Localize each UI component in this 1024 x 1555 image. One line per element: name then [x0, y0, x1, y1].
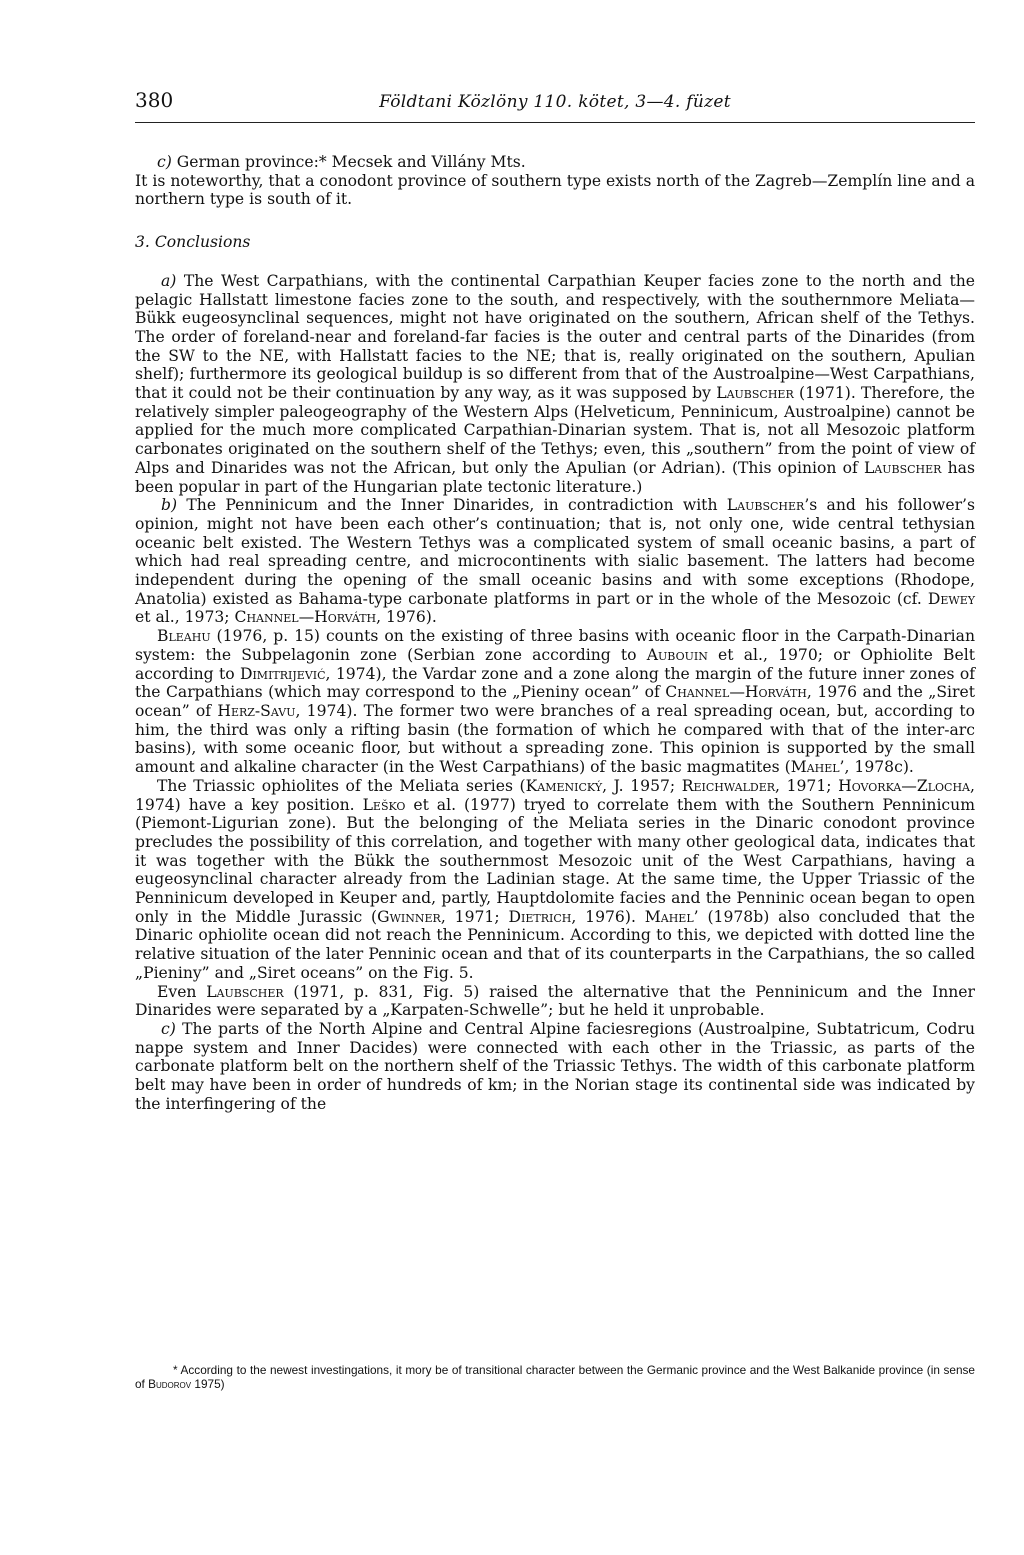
triassic-paragraph: The Triassic ophiolites of the Meliata series (Kamenický, J. 1957; Reichwalder, 1971; Hovorka—Zlocha, 1974) have a key position. Leško et al. (1977) tryed to correlate them with the Southern Penninicum (Piemont-Ligurian zone). But the belonging of the Meliata series in the Dinaric conodont province precludes the possibility of this correlation, and together with many other geological data, indicates that it was together with the Bükk the southernmost Mesozoic unit of the West Carpathians, having a eugeosynclinal character already from the Ladinian stage. At the same time, the Upper Triassic of the Penninicum developed in Keuper and, partly, Hauptdolomite facies and the Penninic ocean began to open only in the Middle Jurassic (Gwinner, 1971; Dietrich, 1976). Mahel’ (1978b) also concluded that the Dinaric ophiolite ocean did not reach the Penninicum. According to this, we depicted with dotted line the relative situation of the later Penninic ocean and that of its counterparts in the Carpathians, the so called „Pieniny” and „Siret oceans” on the Fig. 5. [135, 776, 975, 982]
noteworthy-paragraph: It is noteworthy, that a conodont province of southern type exists north of the Zagreb—Zemplín line and a northern type is south of it. [135, 171, 976, 209]
item-c-german-province: c) German province:* Mecsek and Villány Mts. [157, 153, 526, 171]
running-header [135, 88, 975, 123]
page-number: 380 [135, 88, 174, 112]
bleahu-paragraph: Bleahu (1976, p. 15) counts on the existing of three basins with oceanic floor in the Carpath-Dinarian system: the Subpelagonin zone (Serbian zone according to Aubouin et al., 1970; or Ophiolite Belt according to Dimitrijević, 1974), the Vardar zone and a zone along the margin of the future inner zones of the Carpathians (which may correspond to the „Pieniny ocean” of Channel—Horváth, 1976 and the „Siret ocean” of Herz-Savu, 1974). The former two were branches of a real spreading ocean, but, according to him, the third was only a rifting basin (the formation of which he compared with that of the inter-arc basins), with some oceanic floor, but without a spreading zone. This opinion is supported by the small amount and alkaline character (in the West Carpathians) of the basic magmatites (Mahel’, 1978c). [135, 627, 975, 777]
even-paragraph: Even Laubscher (1971, p. 831, Fig. 5) raised the alternative that the Penninicum and the Inner Dinarides were separated by a „Karpaten-Schwelle”; but he held it unprobable. [135, 982, 975, 1020]
conclusion-b: b) The Penninicum and the Inner Dinarides, in contradiction with Laubscher’s and his follower’s opinion, might not have been each other’s continuation; that is, not only one, wide central tethysian oceanic belt existed. The Western Tethys was a complicated system of small oceanic basins, a part of which had real spreading centre, and microcontinents with sialic basement. The latters had become independent during the opening of the small oceanic basins and with some exceptions (Rhodope, Anatolia) existed as Bahama-type carbonate platforms in part or in the whole of the Mesozoic (cf. Dewey et al., 1973; Channel—Horváth, 1976). [135, 496, 975, 627]
footnote: * According to the newest investingations, it mory be of transitional character between the Germanic province and the West Balkanide province (in sense of Budorov 1975) [135, 1363, 975, 1391]
article-body [135, 153, 975, 1113]
page [135, 88, 975, 1113]
conclusion-c: c) The parts of the North Alpine and Central Alpine faciesregions (Austroalpine, Subtatricum, Codru nappe system and Inner Dacides) were connected with each other in the Triassic, as parts of the carbonate platform belt on the northern shelf of the Triassic Tethys. The width of this carbonate platform belt may have been in order of hundreds of km; in the Norian stage its continental side was indicated by the interfingering of the [135, 1019, 975, 1113]
journal-title: Földtani Közlöny 110. kötet, 3—4. füzet [379, 92, 731, 112]
section-heading: 3. Conclusions [135, 233, 251, 252]
conclusion-a: a) The West Carpathians, with the continental Carpathian Keuper facies zone to the north and the pelagic Hallstatt limestone facies zone to the south, and respectively, with the southernmore Meliata—Bükk eugeosynclinal sequences, might not have originated on the southern, African shelf of the Tethys. The order of foreland-near and foreland-far facies is the outer and central parts of the Dinarides (from the SW to the NE, with Hallstatt facies to the NE; that is, really originated on the southern, Apulian shelf); furthermore its geological buildup is so different from that of the Austroalpine—West Carpathians, that it could not be their continuation by any way, as it was supposed by Laubscher (1971). Therefore, the relatively simpler paleogeography of the Western Alps (Helveticum, Penninicum, Austroalpine) cannot be applied for the much more complicated Carpathian-Dinarian system. That is, not all Mesozoic platform carbonates originated on the southern shelf of the Tethys; even, this „southern” from the point of view of Alps and Dinarides was not the African, but only the Apulian (or Adrian). (This opinion of Laubscher has been popular in part of the Hungarian plate tectonic literature.) [135, 271, 975, 496]
